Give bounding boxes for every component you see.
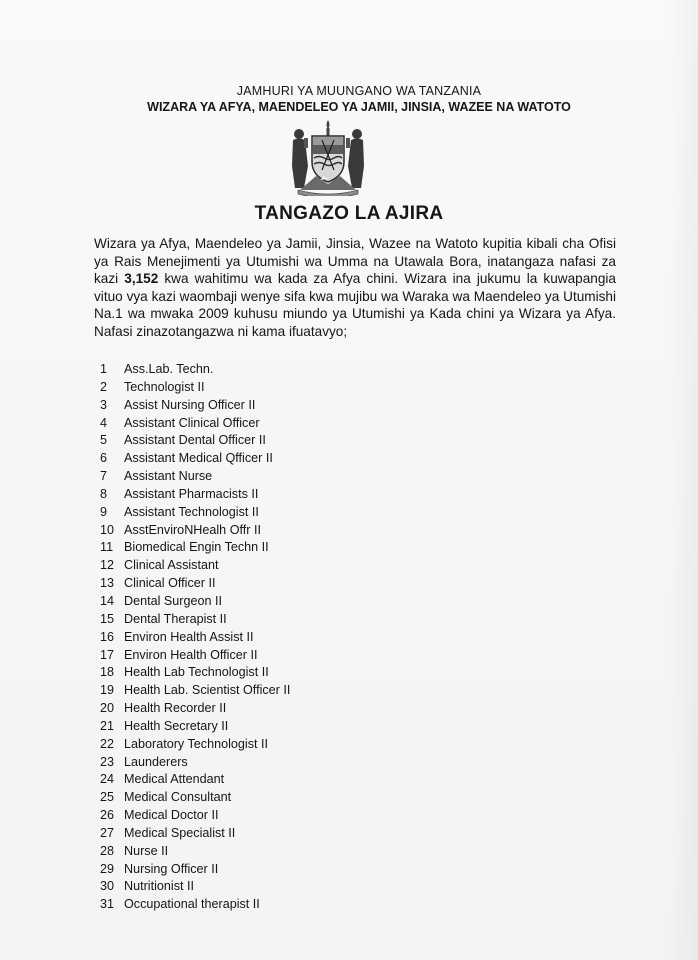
list-item bbox=[100, 754, 290, 772]
list-item-number: 23 bbox=[100, 754, 115, 769]
torch-flame bbox=[327, 120, 330, 129]
intro-text-part2: kwa wahitimu wa kada za Afya chini. Wizara ina jukumu la kuwapangia vituo vya kazi waombaji wenye sifa kwa mujibu wa Waraka wa Maendeleo ya Utumishi Na.1 wa mwaka 2009 kuhusu miundo ya Utumishi ya Kada chini ya Wizara ya Afya. Nafasi zinazotangazwa ni kama ifuatavyo; bbox=[94, 271, 616, 339]
list-item-title: Clinical Assistant bbox=[124, 558, 219, 573]
intro-text-part1: Wizara ya Afya, Maendeleo ya Jamii, Jinsia, Wazee na Watoto kupitia kibali cha Ofisi ya Rais Menejimenti ya Utumishi wa Umma na Utawala Bora, inatangaza nafasi za kazi bbox=[94, 236, 616, 287]
intro-paragraph bbox=[94, 235, 616, 341]
list-item-title: Nutritionist II bbox=[124, 879, 194, 894]
list-item bbox=[100, 664, 290, 682]
list-item bbox=[100, 593, 290, 611]
list-item-number: 14 bbox=[100, 593, 115, 608]
list-item bbox=[100, 878, 290, 896]
list-item-title: AsstEnviroNHealh Offr II bbox=[124, 522, 261, 537]
list-item bbox=[100, 825, 290, 843]
list-item-title: Health Recorder II bbox=[124, 701, 227, 716]
list-item bbox=[100, 486, 290, 504]
list-item bbox=[100, 361, 290, 379]
list-item-number: 16 bbox=[100, 629, 115, 644]
coat-of-arms-icon bbox=[286, 118, 370, 196]
list-item bbox=[100, 557, 290, 575]
list-item bbox=[100, 539, 290, 557]
document-header bbox=[0, 84, 698, 115]
list-item-title: Clinical Officer II bbox=[124, 576, 216, 591]
list-item-title: Ass.Lab. Techn. bbox=[124, 362, 214, 376]
list-item-title: Health Lab Technologist II bbox=[124, 665, 269, 680]
list-item-title: Nurse II bbox=[124, 843, 169, 858]
list-item-title: Medical Consultant bbox=[124, 790, 232, 805]
left-supporter-figure bbox=[292, 129, 308, 188]
list-item bbox=[100, 611, 290, 629]
list-item bbox=[100, 771, 290, 789]
list-item bbox=[100, 896, 290, 914]
vacancy-count: 3,152 bbox=[124, 271, 159, 287]
positions-list bbox=[100, 361, 290, 914]
list-item bbox=[100, 575, 290, 593]
republic-heading: JAMHURI YA MUUNGANO WA TANZANIA bbox=[236, 84, 482, 98]
list-item-number: 2 bbox=[100, 379, 108, 394]
list-item-number: 24 bbox=[100, 772, 115, 787]
list-item-number: 11 bbox=[100, 540, 114, 555]
list-item-number: 29 bbox=[100, 861, 115, 876]
list-item-number: 6 bbox=[100, 451, 108, 466]
list-item-title: Medical Doctor II bbox=[124, 808, 219, 823]
list-item-title: Assistant Dental Officer II bbox=[124, 433, 266, 448]
list-item bbox=[100, 736, 290, 754]
list-item-number: 21 bbox=[100, 718, 115, 733]
list-item-title: Dental Surgeon II bbox=[124, 593, 223, 608]
list-item-number: 19 bbox=[100, 683, 115, 698]
list-item-title: Nursing Officer II bbox=[124, 861, 219, 876]
list-item-title: Assistant Clinical Officer bbox=[124, 415, 260, 430]
page-edge-shadow bbox=[668, 0, 698, 960]
list-item-title: Assistant Technologist II bbox=[124, 504, 259, 519]
list-item-number: 12 bbox=[100, 558, 115, 573]
list-item-title: Technologist II bbox=[124, 379, 205, 394]
list-item bbox=[100, 379, 290, 397]
list-item-title: Environ Health Assist II bbox=[124, 629, 254, 644]
list-item-title: Environ Health Officer II bbox=[124, 647, 258, 662]
list-item bbox=[100, 415, 290, 433]
list-item-number: 17 bbox=[100, 647, 115, 662]
list-item-number: 27 bbox=[100, 825, 115, 840]
list-item bbox=[100, 468, 290, 486]
list-item-number: 10 bbox=[100, 522, 115, 537]
list-item-number: 7 bbox=[100, 469, 108, 484]
list-item-number: 28 bbox=[100, 843, 115, 858]
list-item-number: 18 bbox=[100, 665, 115, 680]
list-item-title: Assistant Nurse bbox=[124, 469, 213, 484]
list-item-title: Health Lab. Scientist Officer II bbox=[124, 683, 291, 698]
list-item-title: Assist Nursing Officer II bbox=[124, 397, 256, 412]
list-item bbox=[100, 450, 290, 468]
list-item-title: Health Secretary II bbox=[124, 718, 229, 733]
list-item bbox=[100, 432, 290, 450]
list-item-number: 3 bbox=[100, 397, 108, 412]
list-item bbox=[100, 647, 290, 665]
list-item bbox=[100, 843, 290, 861]
list-item bbox=[100, 789, 290, 807]
list-item-number: 4 bbox=[100, 415, 108, 430]
list-item-number: 30 bbox=[100, 879, 115, 894]
list-item bbox=[100, 807, 290, 825]
list-item-title: Biomedical Engin Techn II bbox=[124, 540, 269, 555]
right-supporter-figure bbox=[346, 129, 364, 188]
list-item bbox=[100, 397, 290, 415]
list-item bbox=[100, 718, 290, 736]
list-item-number: 15 bbox=[100, 611, 115, 626]
list-item-title: Assistant Medical Qfficer II bbox=[124, 451, 273, 466]
list-item-number: 22 bbox=[100, 736, 115, 751]
list-item bbox=[100, 629, 290, 647]
list-item-number: 26 bbox=[100, 808, 115, 823]
list-item-number: 1 bbox=[100, 362, 108, 376]
list-item bbox=[100, 861, 290, 879]
list-item-title: Medical Attendant bbox=[124, 772, 225, 787]
list-item-number: 5 bbox=[100, 433, 108, 448]
list-item-title: Dental Therapist II bbox=[124, 611, 227, 626]
list-item-number: 25 bbox=[100, 790, 115, 805]
list-item-title: Laboratory Technologist II bbox=[124, 736, 268, 751]
list-item-title: Launderers bbox=[124, 754, 188, 769]
list-item-title: Occupational therapist II bbox=[124, 897, 260, 912]
list-item-number: 9 bbox=[100, 504, 108, 519]
list-item bbox=[100, 522, 290, 540]
list-item-number: 31 bbox=[100, 897, 115, 912]
list-item bbox=[100, 682, 290, 700]
page-title: TANGAZO LA AJIRA bbox=[254, 203, 444, 224]
list-item-title: Assistant Pharmacists II bbox=[124, 486, 259, 501]
motto-ribbon bbox=[298, 190, 358, 196]
list-item-title: Medical Specialist II bbox=[124, 825, 236, 840]
list-item bbox=[100, 700, 290, 718]
list-item-number: 20 bbox=[100, 701, 115, 716]
list-item-number: 13 bbox=[100, 576, 115, 591]
ministry-heading: WIZARA YA AFYA, MAENDELEO YA JAMII, JINSIA, WAZEE NA WATOTO bbox=[147, 100, 571, 114]
list-item bbox=[100, 504, 290, 522]
list-item-number: 8 bbox=[100, 486, 108, 501]
